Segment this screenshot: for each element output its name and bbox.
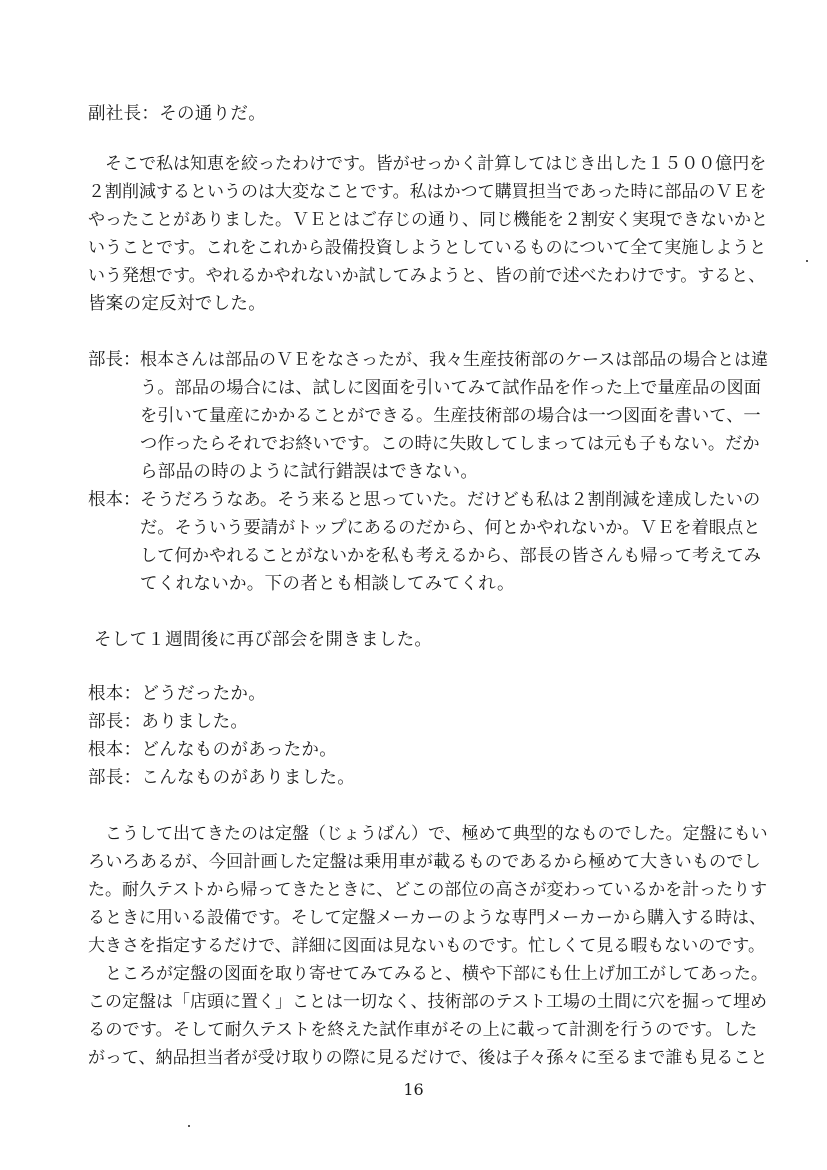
speaker-label: 根本： [88,490,141,510]
paragraph-line: るのです。そして耐久テストを終えた試作車がその上に載って計測を行うのです。した [88,1020,758,1040]
paragraph-line: ところが定盤の図面を取り寄せてみてみると、横や下部にも仕上げ加工がしてあった。 [88,964,768,984]
paragraph-line: そこで私は知恵を絞ったわけです。皆がせっかく計算してはじき出した１５００億円を [88,154,767,174]
paragraph-line: ２割削減するというのは大変なことです。私はかつて購買担当であった時に部品のＶＥを [88,182,767,202]
paragraph-line: この定盤は「店頭に置く」ことは一切なく、技術部のテスト工場の土間に穴を掘って埋め [88,992,767,1012]
dialogue-line: だ。そういう要請がトップにあるのだから、何とかやれないか。ＶＥを着眼点と [140,518,761,538]
speaker-label: 部長： [88,350,141,370]
page-number: 16 [403,1080,424,1099]
dialogue-line: 根本：どんなものがあったか。 [88,740,338,760]
dialogue-line: てくれないか。下の者とも相談してみてくれ。 [140,574,515,594]
transition-line: そして１週間後に再び部会を開きました。 [94,630,433,650]
dialogue-line: う。部品の場合には、試しに図面を引いてみて試作品を作った上で量産品の図面 [140,378,762,398]
dialogue-line: 根本：どうだったか。 [88,684,266,704]
scan-speck [188,1125,190,1127]
paragraph-line: いう発想です。やれるかやれないか試してみようと、皆の前で述べたわけです。すると、 [88,266,766,286]
dialogue-line: 根本さんは部品のＶＥをなさったが、我々生産技術部のケースは部品の場合とは違 [140,350,769,370]
paragraph-line: こうして出てきたのは定盤（じょうばん）で、極めて典型的なものでした。定盤にもい [88,824,768,844]
dialogue-line: 部長：こんなものがありました。 [88,768,355,788]
dialogue-line: して何かやれることがないかを私も考えるから、部長の皆さんも帰って考えてみ [140,546,762,566]
paragraph-line: ろいろあるが、今回計画した定盤は乗用車が載るものであるから極めて大きいものでし [88,852,761,872]
paragraph-line: 大きさを指定するだけで、詳細に図面は見ないものです。忙しくて見る暇もないのです。 [88,936,765,956]
paragraph-line: るときに用いる設備です。そして定盤メーカーのような専門メーカーから購入する時は、 [88,908,766,928]
paragraph-line: いうことです。これをこれから設備投資しようとしているものについて全て実施しようと [88,238,767,258]
dialogue-line: 部長：ありました。 [88,712,249,732]
paragraph-line: がって、納品担当者が受け取りの際に見るだけで、後は子々孫々に至るまで誰も見ること [88,1048,768,1068]
paragraph-line: 皆案の定反対でした。 [88,294,266,314]
scan-speck [806,260,808,262]
dialogue-line: を引いて量産にかかることができる。生産技術部の場合は一つ図面を書いて、一 [140,406,761,426]
dialogue-line: そうだろうなあ。そう来ると思っていた。だけども私は２割削減を達成したいの [140,490,761,510]
paragraph-line: た。耐久テストから帰ってきたときに、どこの部位の高さが変わっているかを計ったりす [88,880,768,900]
dialogue-line: つ作ったらそれでお終いです。この時に失敗してしまっては元も子もない。だか [140,434,760,454]
opening-line: 副社長：その通りだ。 [88,104,266,124]
dialogue-line: ら部品の時のように試行錯誤はできない。 [140,462,479,482]
paragraph-line: やったことがありました。ＶＥとはご存じの通り、同じ機能を２割安く実現できないかと [88,210,768,230]
